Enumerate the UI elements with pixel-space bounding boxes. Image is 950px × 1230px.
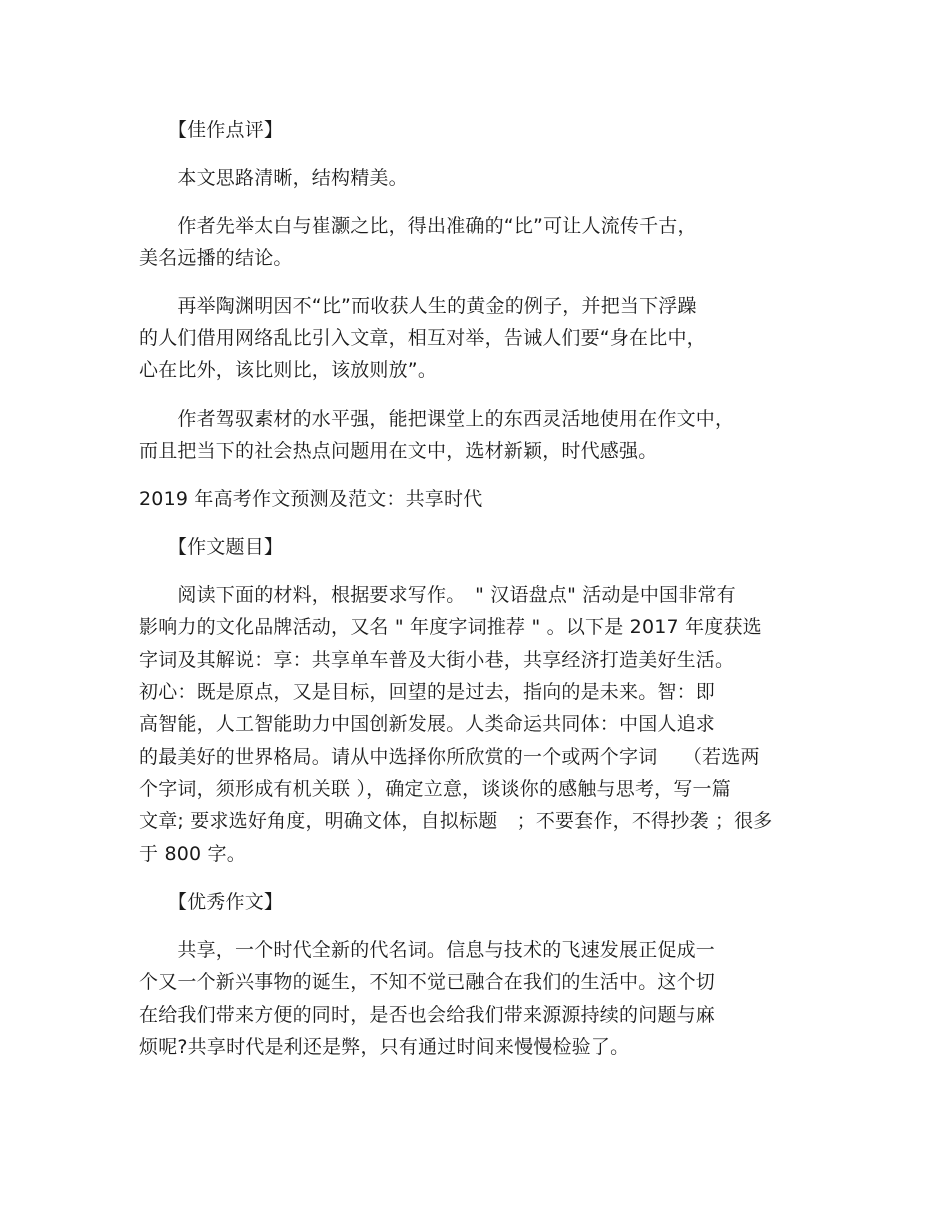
paragraph-line: 文章; 要求选好角度，明确文体，自拟标题 ；不要套作，不得抄袭 ；很多 (139, 810, 773, 832)
paragraph-line: 字词及其解说：享：共享单车普及大街小巷，共享经济打造美好生活。 (139, 649, 735, 671)
paragraph-line: 美名远播的结论。 (139, 247, 293, 269)
section-heading-essay: 【优秀作文】 (139, 891, 284, 913)
paragraph-line: 共享，一个时代全新的代名词。信息与技术的飞速发展正促成一 (139, 939, 716, 961)
paragraph-line: 个字词，须形成有机关联 ），确定立意，谈谈你的感触与思考，写一篇 (139, 778, 731, 800)
paragraph-line: 而且把当下的社会热点问题用在文中，选材新颖，时代感强。 (139, 440, 658, 462)
paragraph-line: 烦呢?共享时代是利还是弊，只有通过时间来慢慢检验了。 (139, 1036, 630, 1058)
paragraph-line: 影响力的文化品牌活动，又名 " 年度字词推荐 " 。以下是 2017 年度获选 (139, 616, 762, 638)
paragraph-line: 阅读下面的材料，根据要求写作。 " 汉语盘点" 活动是中国非常有 (139, 584, 736, 606)
paragraph-line: 作者先举太白与崔灏之比，得出准确的“比”可让人流传千古， (139, 215, 697, 237)
section-heading-review: 【佳作点评】 (139, 119, 284, 141)
paragraph-line: 于 800 字。 (139, 843, 246, 865)
paragraph-line: 的最美好的世界格局。请从中选择你所欣赏的一个或两个字词 （若选两 (139, 746, 760, 768)
paragraph-line: 的人们借用网络乱比引入文章，相互对举，告诫人们要“身在比中， (139, 327, 706, 349)
section-heading-prompt: 【作文题目】 (139, 536, 284, 558)
paragraph-line: 心在比外，该比则比，该放则放”。 (139, 359, 438, 381)
paragraph-line: 初心：既是原点，又是目标，回望的是过去，指向的是未来。智：即 (139, 681, 716, 703)
paragraph-line: 再举陶渊明因不“比”而收获人生的黄金的例子，并把当下浮躁 (139, 295, 697, 317)
article-title: 2019 年高考作文预测及范文：共享时代 (139, 488, 483, 510)
paragraph-line: 高智能，人工智能助力中国创新发展。人类命运共同体：中国人追求 (139, 713, 716, 735)
paragraph-line: 在给我们带来方便的同时，是否也会给我们带来源源持续的问题与麻 (139, 1004, 716, 1026)
paragraph-line: 本文思路清晰，结构精美。 (139, 167, 408, 189)
paragraph-line: 作者驾驭素材的水平强，能把课堂上的东西灵活地使用在作文中， (139, 408, 735, 430)
paragraph-line: 个又一个新兴事物的诞生，不知不觉已融合在我们的生活中。这个切 (139, 971, 716, 993)
